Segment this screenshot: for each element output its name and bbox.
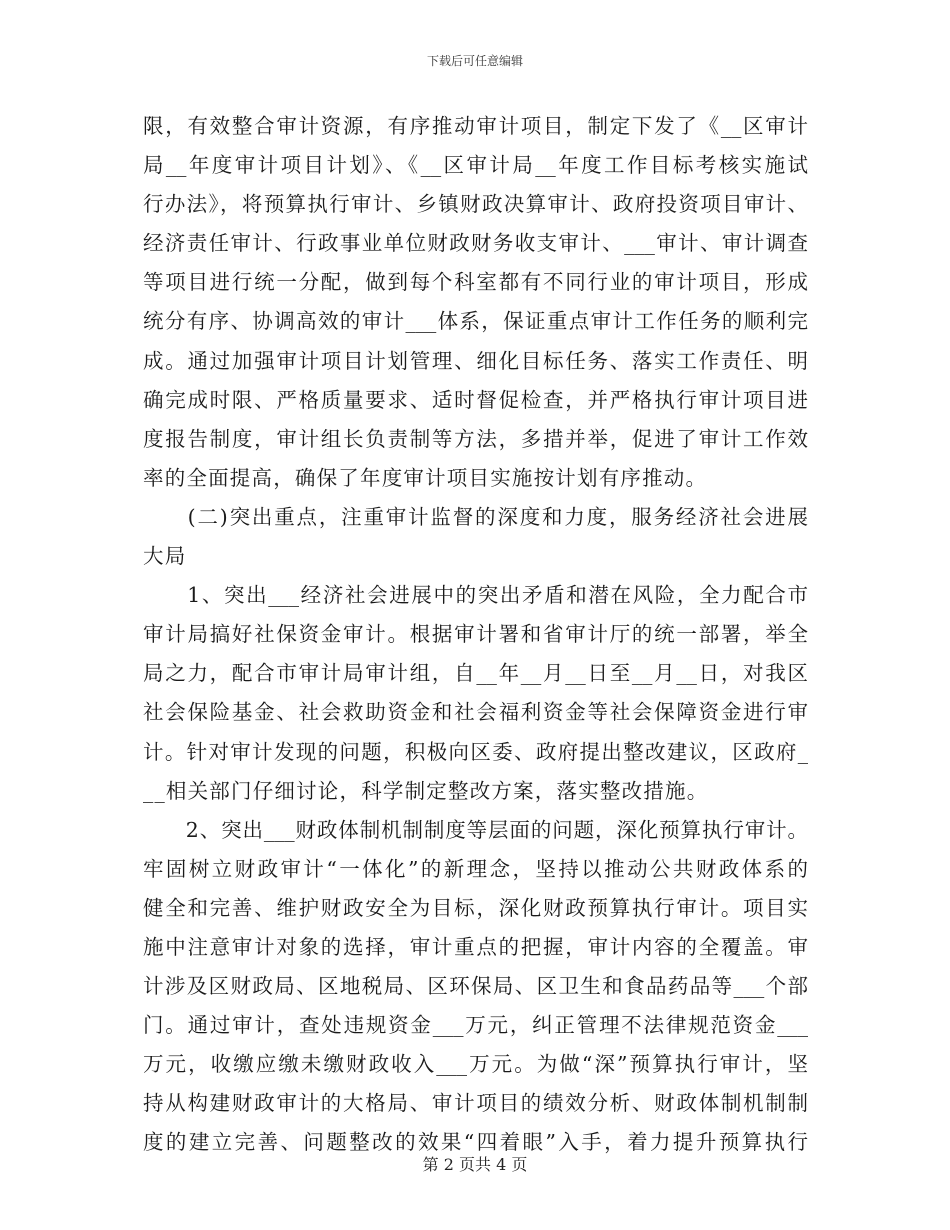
page-footer: 第 2 页共 4 页 [422,1155,528,1174]
text-line: 计涉及区财政局、区地税局、区环保局、区卫生和食品药品等___个部 [143,974,808,999]
text-line: 健全和完善、维护财政安全为目标，深化财政预算执行审计。项目实 [143,895,808,920]
text-line: 经济责任审计、行政事业单位财政财务收支审计、___审计、审计调查 [143,231,808,256]
section-heading: (二)突出重点，注重审计监督的深度和力度，服务经济社会进展 [143,504,808,529]
text-line: 2、突出___财政体制机制制度等层面的问题，深化预算执行审计。 [143,817,808,842]
text-line: 成。通过加强审计项目计划管理、细化目标任务、落实工作责任、明 [143,348,808,373]
text-line: 率的全面提高，确保了年度审计项目实施按计划有序推动。 [143,465,708,490]
text-line: 局__年度审计项目计划》、《__区审计局__年度工作目标考核实施试 [143,153,808,178]
text-line: 局之力，配合市审计局审计组，自__年__月__日至__月__日，对我区 [143,661,808,686]
text-line: 社会保险基金、社会救助资金和社会福利资金等社会保障资金进行审 [143,700,808,725]
text-line: 度报告制度，审计组长负责制等方法，多措并举，促进了审计工作效 [143,426,808,451]
text-line: 等项目进行统一分配，做到每个科室都有不同行业的审计项目，形成 [143,270,808,295]
text-line: 持从构建财政审计的大格局、审计项目的绩效分析、财政体制机制制 [143,1091,808,1116]
text-line: 牢固树立财政审计“一体化”的新理念，坚持以推动公共财政体系的 [143,856,808,881]
text-line: 施中注意审计对象的选择，审计重点的把握，审计内容的全覆盖。审 [143,934,808,959]
text-line: 计。针对审计发现的问题，积极向区委、政府提出整改建议，区政府_ [143,739,808,764]
document-body [143,107,808,1163]
page-header: 下载后可任意编辑 [426,54,523,68]
text-line: 度的建立完善、问题整改的效果“四着眼”入手，着力提升预算执行 [143,1130,808,1155]
text-line: 限，有效整合审计资源，有序推动审计项目，制定下发了《__区审计 [143,114,808,138]
text-line: 统分有序、协调高效的审计___体系，保证重点审计工作任务的顺利完 [143,309,808,334]
text-line: 审计局搞好社保资金审计。根据审计署和省审计厅的统一部署，举全 [143,622,808,647]
text-line: 确完成时限、严格质量要求、适时督促检查，并严格执行审计项目进 [143,387,808,412]
text-line: 门。通过审计，查处违规资金___万元，纠正管理不法律规范资金___ [143,1013,808,1038]
section-heading: 大局 [143,544,187,569]
text-line: 行办法》，将预算执行审计、乡镇财政决算审计、政府投资项目审计、 [143,192,808,217]
text-line: __相关部门仔细讨论，科学制定整改方案，落实整改措施。 [143,778,709,803]
text-line: 万元，收缴应缴未缴财政收入___万元。为做“深”预算执行审计，坚 [143,1052,808,1077]
text-line: 1、突出___经济社会进展中的突出矛盾和潜在风险，全力配合市 [143,583,808,608]
